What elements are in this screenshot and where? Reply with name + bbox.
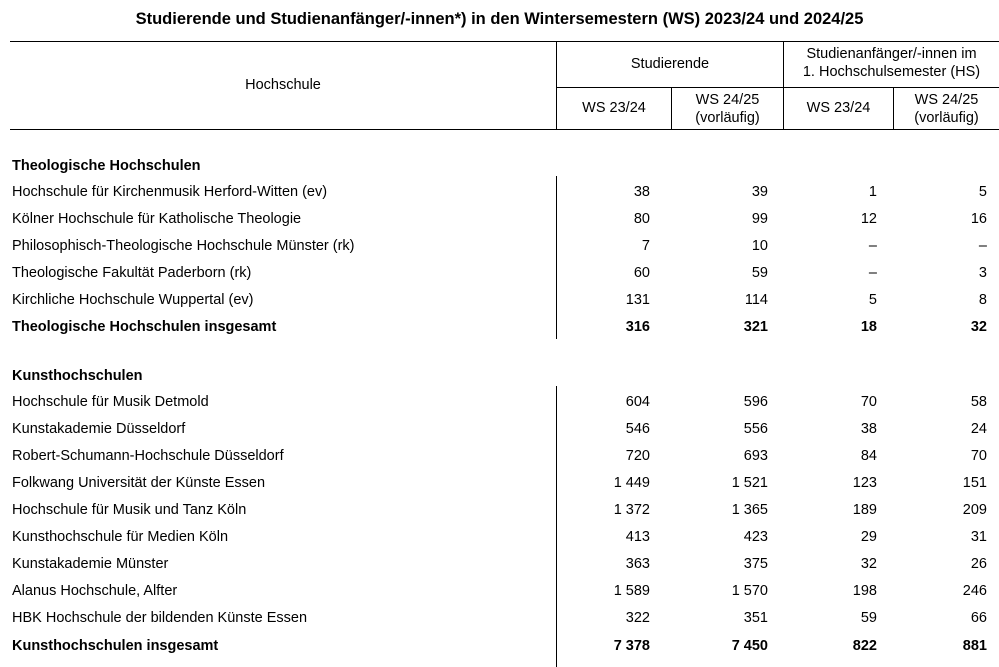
row-a23: 38 [860,421,877,437]
total-a23: 822 [852,638,877,654]
header-s-ws2324: WS 23/24 [582,100,646,116]
table-row [0,524,999,551]
table-row [0,287,999,314]
table-row [0,206,999,233]
row-s23: 363 [625,556,650,572]
header-anfaenger [784,45,999,81]
section-title-theologische: Theologische Hochschulen [12,158,201,174]
row-s23: 1 449 [613,475,650,491]
table-row [0,578,999,605]
row-s24: 556 [743,421,768,437]
row-s23: 38 [633,184,650,200]
header-a-ws2324: WS 23/24 [806,100,871,116]
row-a24: 16 [970,211,987,227]
row-a23: 198 [852,583,877,599]
row-a24: 209 [962,502,987,518]
row-a23: 189 [852,502,877,518]
table-row [0,605,999,632]
row-s24: 1 521 [731,475,768,491]
table-row [0,416,999,443]
total-row [0,314,999,341]
row-a24: 66 [970,610,987,626]
row-a23: 29 [860,529,877,545]
row-s24: 1 570 [731,583,768,599]
row-a24: 151 [962,475,987,491]
row-s24: 59 [751,265,768,281]
row-a24: 5 [978,184,987,200]
table-row [0,260,999,287]
row-s24: 423 [743,529,768,545]
row-s23: 60 [633,265,650,281]
row-a23: 59 [860,610,877,626]
header-a-ws2425 [894,91,999,127]
table-row [0,470,999,497]
row-name: Folkwang Universität der Künste Essen [12,475,266,491]
total-s24: 7 450 [731,638,768,654]
row-a23: 32 [860,556,877,572]
row-a23: 5 [868,292,877,308]
row-s24: 99 [751,211,768,227]
row-name: Hochschule für Musik Detmold [12,394,209,410]
row-a24: 31 [970,529,987,545]
row-name: Kunstakademie Düsseldorf [12,421,186,437]
row-s24: 39 [751,184,768,200]
row-a24: 246 [962,583,987,599]
total-s23: 316 [625,319,650,335]
total-name: Theologische Hochschulen insgesamt [12,319,277,335]
total-s23: 7 378 [613,638,650,654]
total-a24: 881 [962,638,987,654]
row-s23: 413 [625,529,650,545]
table-row [0,497,999,524]
row-name: Kirchliche Hochschule Wuppertal (ev) [12,292,254,308]
row-a24: 70 [970,448,987,464]
row-s23: 604 [625,394,650,410]
total-a23: 18 [860,319,877,335]
header-anfaenger-line1: Studienanfänger/-innen im [806,46,977,62]
header-anfaenger-line2: 1. Hochschulsemester (HS) [802,64,981,80]
row-name: Theologische Fakultät Paderborn (rk) [12,265,252,281]
header-top-rule [10,41,999,42]
row-name: Philosophisch-Theologische Hochschule Münster (rk) [12,238,355,254]
table-row [0,233,999,260]
header-a-ws2425-line1: WS 24/25 [914,92,979,108]
row-s24: 1 365 [731,502,768,518]
row-s23: 546 [625,421,650,437]
header-s-ws2425-line1: WS 24/25 [695,92,760,108]
row-s24: 596 [743,394,768,410]
row-name: Robert-Schumann-Hochschule Düsseldorf [12,448,284,464]
row-s23: 1 372 [613,502,650,518]
row-name: Kunsthochschule für Medien Köln [12,529,229,545]
row-a23: 12 [860,211,877,227]
row-a24: – [978,238,987,254]
row-s23: 1 589 [613,583,650,599]
row-name: Hochschule für Kirchenmusik Herford-Witten (ev) [12,184,328,200]
header-bottom-rule [10,129,999,130]
header-a-ws2425-line2: (vorläufig) [914,110,979,126]
row-a24: 58 [970,394,987,410]
row-a23: – [868,238,877,254]
row-a24: 26 [970,556,987,572]
header-mid-rule [556,87,999,88]
row-a23: 123 [852,475,877,491]
row-name: Kunstakademie Münster [12,556,169,572]
row-name: HBK Hochschule der bildenden Künste Essen [12,610,308,626]
header-hochschule: Hochschule [245,77,321,93]
row-s24: 375 [743,556,768,572]
total-a24: 32 [970,319,987,335]
section-title-kunsthochschulen: Kunsthochschulen [12,368,143,384]
table-row [0,551,999,578]
row-s24: 114 [744,292,768,308]
row-a24: 24 [970,421,987,437]
row-s24: 693 [743,448,768,464]
table-title: Studierende und Studienanfänger/-innen*) in den Wintersemestern (WS) 2023/24 und 2024/25 [135,10,864,28]
total-name: Kunsthochschulen insgesamt [12,638,219,654]
row-s23: 7 [641,238,650,254]
row-a23: 70 [860,394,877,410]
row-a23: – [868,265,877,281]
total-row [0,633,999,660]
row-name: Kölner Hochschule für Katholische Theologie [12,211,302,227]
row-a23: 84 [860,448,877,464]
row-s24: 10 [751,238,768,254]
row-a23: 1 [868,184,877,200]
row-a24: 3 [978,265,987,281]
row-name: Alanus Hochschule, Alfter [12,583,178,599]
table-row [0,443,999,470]
header-s-ws2425-line2: (vorläufig) [695,110,760,126]
header-s-ws2425 [672,91,783,127]
table-row [0,179,999,206]
total-s24: 321 [743,319,768,335]
header-studierende: Studierende [630,56,710,72]
table-row [0,389,999,416]
row-s23: 322 [625,610,650,626]
row-s23: 720 [625,448,650,464]
row-name: Hochschule für Musik und Tanz Köln [12,502,247,518]
row-s23: 131 [625,292,650,308]
row-s23: 80 [633,211,650,227]
row-s24: 351 [743,610,768,626]
row-a24: 8 [978,292,987,308]
